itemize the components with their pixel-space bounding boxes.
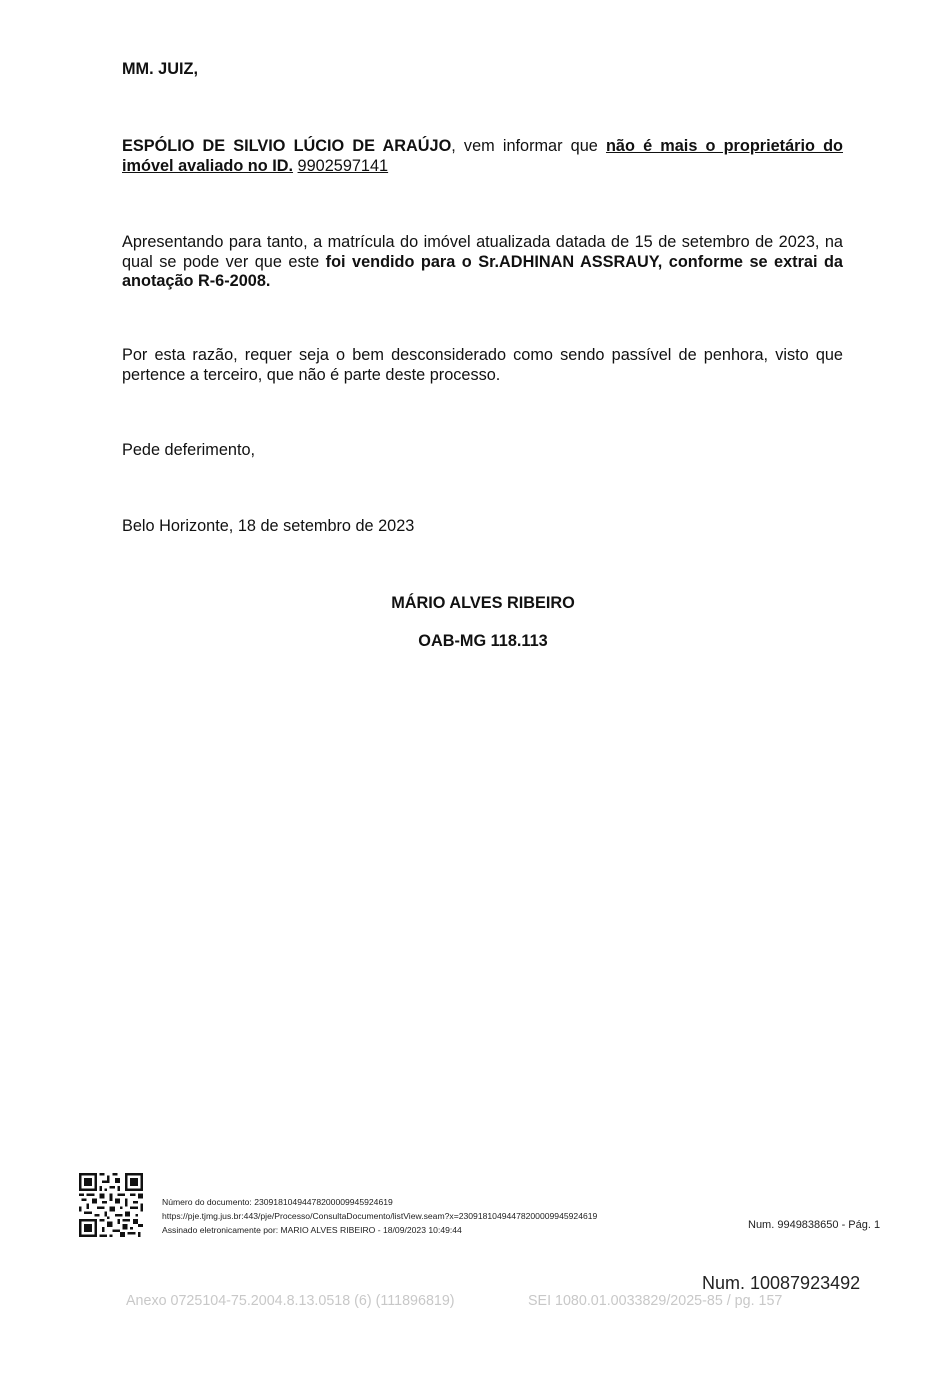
salutation: MM. JUIZ, [122, 60, 198, 78]
paragraph-registry [122, 233, 843, 292]
place-date: Belo Horizonte, 18 de setembro de 2023 [122, 517, 415, 535]
page-number: Num. 9949838650 - Pág. 1 [748, 1219, 881, 1231]
paragraph-request: Por esta razão, requer seja o bem desconsiderado como sendo passível de penhora, visto que pertence a terceiro, que não é parte deste processo. [122, 346, 843, 384]
watermark-annex: Anexo 0725104-75.2004.8.13.0518 (6) (111896819) [126, 1293, 455, 1309]
paragraph-owner-info [122, 137, 843, 176]
paragraph2-bold: foi vendido para o Sr.ADHINAN ASSRAUY, conforme se extrai da anotação R-6-2008. [122, 252, 843, 290]
paragraph1-text: , vem informar que [451, 137, 606, 155]
document-id-link[interactable]: 9902597141 [297, 156, 389, 175]
closing: Pede deferimento, [122, 441, 256, 459]
signature-oab: OAB-MG 118.113 [418, 632, 548, 650]
footer-doc-number: Número do documento: 23091810494478200009945924619 [162, 1197, 393, 1207]
qr-code-icon [79, 1173, 143, 1237]
paragraph2-text: Apresentando para tanto, a matrícula do imóvel atualizada datada de 15 de setembro de 2023, na qual se pode ver que este [122, 233, 843, 271]
footer-url-link[interactable]: https://pje.tjmg.jus.br:443/pje/Processo/ConsultaDocumento/listView.seam?x=23091810494478200009945924619 [162, 1211, 598, 1221]
party-name: ESPÓLIO DE SILVIO LÚCIO DE ARAÚJO [122, 137, 452, 155]
paragraph1-claim: não é mais o proprietário do imóvel avaliado no ID. [122, 137, 843, 175]
signature-name: MÁRIO ALVES RIBEIRO [391, 594, 575, 612]
footer-signed-by: Assinado eletronicamente por: MARIO ALVES RIBEIRO - 18/09/2023 10:49:44 [162, 1225, 462, 1235]
watermark-sei: SEI 1080.01.0033829/2025-85 / pg. 157 [528, 1293, 783, 1309]
stamp-number: Num. 10087923492 [702, 1273, 861, 1293]
